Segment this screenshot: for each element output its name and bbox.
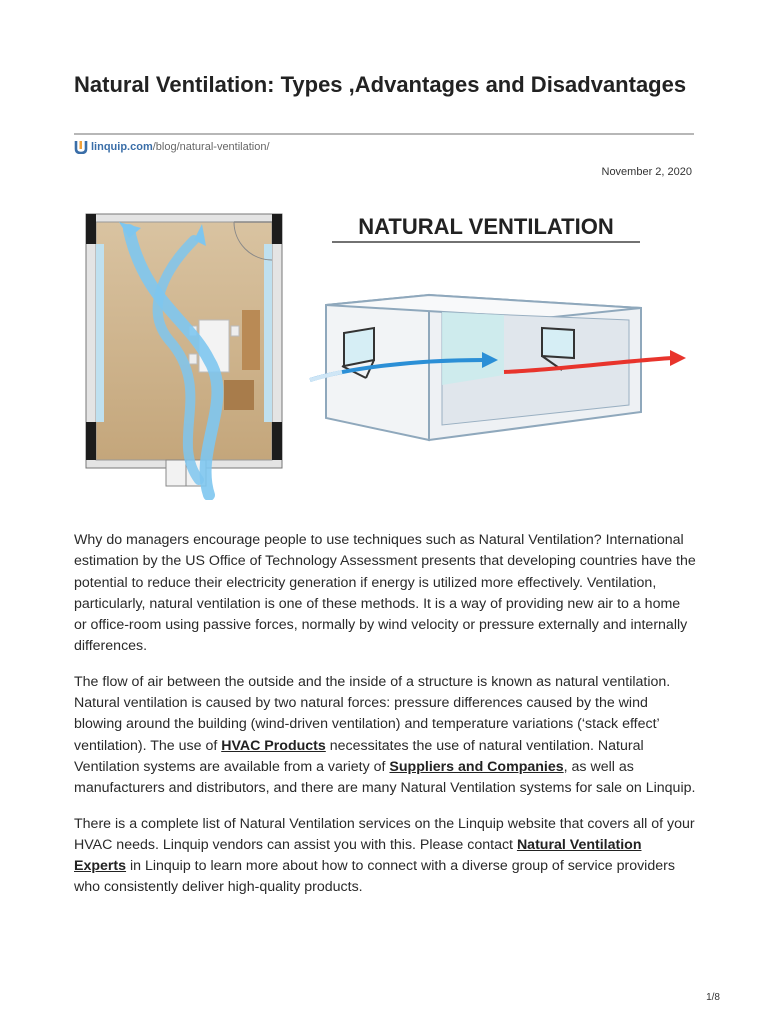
source-path[interactable]: /blog/natural-ventilation/ [152, 141, 270, 153]
paragraph-intro: Why do managers encourage people to use techniques such as Natural Ventilation? International estimation by the US Office of Technology Assessment presents that developing countries have the potential to reduce their electricity generation if energy is utilized more effectively. Ventilation, particularly, natural ventilation is one of these methods. It is a way of providing new air to a home or office-room using passive forces, normally by wind velocity or pressure externally and internally differences. [74, 532, 696, 655]
page-title: Natural Ventilation: Types ,Advantages and Disadvantages [74, 72, 687, 97]
article-body [74, 530, 696, 913]
paragraph-text: The flow of air between the outside and the inside of a structure is known as natural ventilation. Natural ventilation is caused by two natural forces: pressure differences caused by the wind blowing around the building (wind-driven ventilation) and temperature variations (‘stack effect’ ventilation). The use of [74, 673, 671, 754]
linquip-logo-icon [74, 140, 88, 154]
figure-heading: NATURAL VENTILATION [358, 214, 614, 239]
publish-date: November 2, 2020 [601, 166, 692, 178]
paragraph-services [74, 814, 696, 899]
title-divider [74, 133, 694, 135]
paragraph-text: , as well as manufacturers and distributors, and there are many Natural Ventilation systems for sale on Linquip. [74, 758, 696, 797]
paragraph-text: in Linquip to learn more about how to connect with a diverse group of service providers who consistently deliver high-quality products. [74, 858, 675, 896]
paragraph-text: There is a complete list of Natural Ventilation services on the Linquip website that covers all of your HVAC needs. Linquip vendors can assist you with this. Please contact [74, 815, 695, 853]
hvac-products-link[interactable]: HVAC Products [221, 737, 326, 754]
paragraph-flow [74, 672, 696, 800]
floor-plan-drawing [86, 214, 282, 495]
ventilation-experts-link[interactable]: Natural Ventilation Experts [74, 836, 642, 875]
natural-ventilation-illustration [74, 200, 694, 500]
room-box-drawing [310, 295, 686, 440]
page-number: 1/8 [706, 992, 720, 1003]
source-link[interactable] [74, 140, 270, 154]
paragraph-text: necessitates the use of natural ventilation. Natural Ventilation systems are available from a variety of [74, 737, 644, 775]
suppliers-companies-link[interactable]: Suppliers and Companies [389, 758, 564, 775]
source-domain[interactable]: linquip.com [91, 141, 153, 153]
